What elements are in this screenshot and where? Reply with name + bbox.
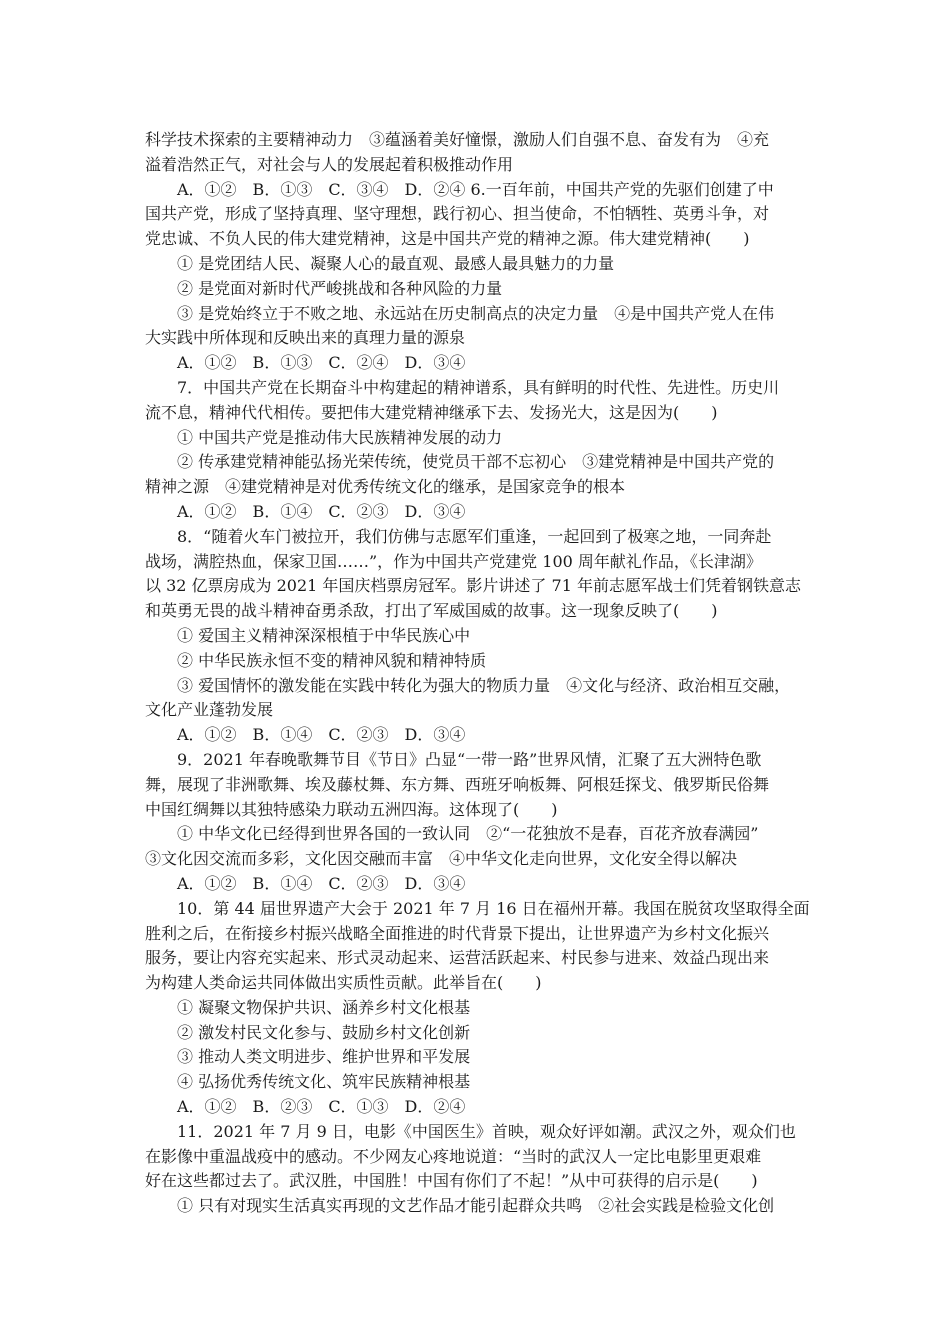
text-line: 党忠诚、不负人民的伟大建党精神，这是中国共产党的精神之源。伟大建党精神( ) [145,229,750,249]
text-line: 7．中国共产党在长期奋斗中构建起的精神谱系，具有鲜明的时代性、先进性。历史川 [177,377,780,397]
text-line: A．①② B．②③ C．①③ D．②④ [177,1097,466,1117]
text-line: 10．第 44 届世界遗产大会于 2021 年 7 月 16 日在福州开幕。我国在脱贫攻坚取得全面 [177,898,810,918]
text-line: 11．2021 年 7 月 9 日，电影《中国医生》首映，观众好评如潮。武汉之外，观众们也 [177,1121,796,1141]
text-line: 以 32 亿票房成为 2021 年国庆档票房冠军。影片讲述了 71 年前志愿军战士们凭着钢铁意志 [145,576,801,596]
text-line: ① 爱国主义精神深深根植于中华民族心中 [177,625,471,645]
text-line: ② 是党面对新时代严峻挑战和各种风险的力量 [177,278,503,298]
text-line: 精神之源 ④建党精神是对优秀传统文化的继承，是国家竞争的根本 [145,477,626,497]
text-line: 科学技术探索的主要精神动力 ③蕴涵着美好憧憬，激励人们自强不息、奋发有为 ④充 [145,130,770,149]
text-line: ③ 推动人类文明进步、维护世界和平发展 [177,1047,471,1067]
text-line: 国共产党，形成了坚持真理、坚守理想，践行初心、担当使命，不怕牺牲、英勇斗争，对 [145,204,770,224]
text-line: 文化产业蓬勃发展 [145,700,274,720]
text-line: ③ 爱国情怀的激发能在实践中转化为强大的物质力量 ④文化与经济、政治相互交融， [177,675,791,695]
text-line: 和英勇无畏的战斗精神奋勇杀敌，打出了军威国威的故事。这一现象反映了( ) [145,601,718,621]
text-line: 8．“随着火车门被拉开，我们仿佛与志愿军们重逢，一起回到了极寒之地，一同奔赴 [177,526,772,546]
text-line: 为构建人类命运共同体做出实质性贡献。此举旨在( ) [145,973,542,993]
text-line: ③文化因交流而多彩，文化因交融而丰富 ④中华文化走向世界，文化安全得以解决 [145,849,738,869]
text-line: ④ 弘扬优秀传统文化、筑牢民族精神根基 [177,1072,471,1092]
text-line: 胜利之后，在衔接乡村振兴战略全面推进的时代背景下提出，让世界遗产为乡村文化振兴 [145,923,770,943]
text-line: 大实践中所体现和反映出来的真理力量的源泉 [145,328,466,348]
text-line: ③ 是党始终立于不败之地、永远站在历史制高点的决定力量 ④是中国共产党人在伟 [177,303,775,323]
text-line: A．①② B．①③ C．③④ D．②④ 6.一百年前，中国共产党的先驱们创建了中 [177,179,774,199]
text-line: A．①② B．①④ C．②③ D．③④ [177,725,466,745]
text-line: 溢着浩然正气，对社会与人的发展起着积极推动作用 [145,154,514,174]
text-line: A．①② B．①③ C．②④ D．③④ [177,353,466,373]
text-line: ② 激发村民文化参与、鼓励乡村文化创新 [177,1022,471,1042]
text-line: ① 只有对现实生活真实再现的文艺作品才能引起群众共鸣 ②社会实践是检验文化创 [177,1196,775,1216]
text-line: 好在这些都过去了。武汉胜，中国胜！中国有你们了不起！”从中可获得的启示是( ) [145,1171,758,1191]
text-line: 战场，满腔热血，保家卫国……”，作为中国共产党建党 100 周年献礼作品，《长津湖》 [145,551,762,571]
text-line: ① 中国共产党是推动伟大民族精神发展的动力 [177,427,503,447]
text-line: 服务，要让内容充实起来、形式灵动起来、运营活跃起来、村民参与进来、效益凸现出来 [145,948,770,968]
text-line: A．①② B．①④ C．②③ D．③④ [177,873,466,893]
text-line: ① 中华文化已经得到世界各国的一致认同 ②“一花独放不是春，百花齐放春满园” [177,824,759,844]
text-line: 流不息，精神代代相传。要把伟大建党精神继承下去、发扬光大，这是因为( ) [145,402,718,422]
document-body [145,128,813,1219]
text-line: 中国红绸舞以其独特感染力联动五洲四海。这体现了( ) [145,799,558,819]
text-line: ② 传承建党精神能弘扬光荣传统，使党员干部不忘初心 ③建党精神是中国共产党的 [177,452,775,472]
text-line: 9．2021 年春晚歌舞节目《节日》凸显“一带一路”世界风情，汇聚了五大洲特色歌 [177,749,762,769]
text-line: ① 是党团结人民、凝聚人心的最直观、最感人最具魅力的力量 [177,253,615,273]
text-line: 舞，展现了非洲歌舞、埃及藤杖舞、东方舞、西班牙响板舞、阿根廷探戈、俄罗斯民俗舞 [145,774,770,794]
text-line: 在影像中重温战疫中的感动。不少网友心疼地说道：“当时的武汉人一定比电影里更艰难 [145,1146,762,1166]
text-line: ② 中华民族永恒不变的精神风貌和精神特质 [177,650,487,670]
text-line: A．①② B．①④ C．②③ D．③④ [177,501,466,521]
text-line: ① 凝聚文物保护共识、涵养乡村文化根基 [177,997,471,1017]
